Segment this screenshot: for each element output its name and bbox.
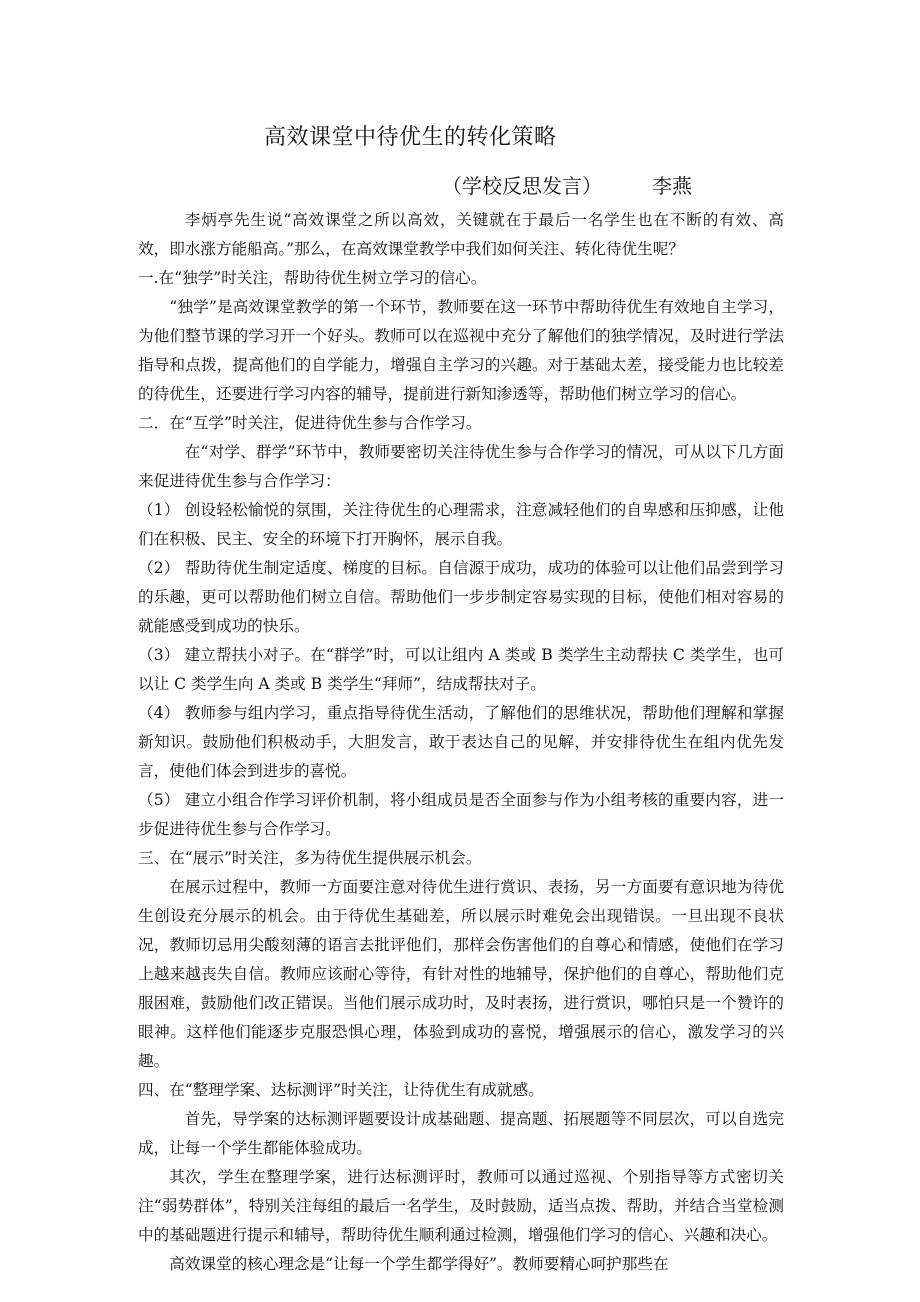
document-title: 高效课堂中待优生的转化策略 xyxy=(264,125,557,150)
list-item-5: （5） 建立小组合作学习评价机制，将小组成员是否全面参与作为小组考核的重要内容，进一步促进待优生参与合作学习。 xyxy=(138,791,784,838)
list-item-2: （2） 帮助待优生制定适度、梯度的目标。自信源于成功，成功的体验可以让他们品尝到学习的乐趣，更可以帮助他们树立自信。帮助他们一步步制定容易实现的目标，使他们相对容易的就能感受到成功的快乐。 xyxy=(138,559,784,635)
intro-paragraph: 李炳亭先生说“高效课堂之所以高效，关键就在于最后一名学生也在不断的有效、高效，即水涨方能船高。”那么，在高效课堂教学中我们如何关注、转化待优生呢？ xyxy=(138,211,784,258)
section-4-paragraph-1: 首先，导学案的达标测评题要设计成基础题、提高题、拓展题等不同层次，可以自选完成，让每一个学生都能体验成功。 xyxy=(138,1110,784,1157)
document-body xyxy=(138,206,784,1279)
document-author: 李燕 xyxy=(652,174,692,198)
section-heading-1: 一.在“独学”时关注，帮助待优生树立学习的信心。 xyxy=(138,269,487,287)
list-item-3: （3） 建立帮扶小对子。在“群学”时，可以让组内 A 类或 B 类学生主动帮扶 C 类学生，也可以让 C 类学生向 A 类或 B 类学生“拜师”，结成帮扶对子。 xyxy=(138,646,784,693)
section-3-paragraph: 在展示过程中，教师一方面要注意对待优生进行赏识、表扬，另一方面要有意识地为待优生创设充分展示的机会。由于待优生基础差，所以展示时难免会出现错误。一旦出现不良状况，教师切忌用尖酸刻薄的语言去批评他们，那样会伤害他们的自尊心和情感，使他们在学习上越来越丧失自信。教师应该耐心等待，有针对性的地辅导，保护他们的自尊心，帮助他们克服困难，鼓励他们改正错误。当他们展示成功时，及时表扬，进行赏识，哪怕只是一个赞许的眼神。这样他们能逐步克服恐惧心理，体验到成功的喜悦，增强展示的信心，激发学习的兴趣。 xyxy=(138,878,784,1070)
list-item-1: （1） 创设轻松愉悦的氛围，关注待优生的心理需求，注意减轻他们的自卑感和压抑感，让他们在积极、民主、安全的环境下打开胸怀，展示自我。 xyxy=(138,501,784,548)
section-heading-2: 二．在“互学”时关注，促进待优生参与合作学习。 xyxy=(138,414,482,432)
section-2-paragraph: 在“对学、群学”环节中，教师要密切关注待优生参与合作学习的情况，可从以下几方面来促进待优生参与合作学习： xyxy=(138,443,784,490)
section-4-paragraph-2: 其次，学生在整理学案，进行达标测评时，教师可以通过巡视、个别指导等方式密切关注“弱势群体”，特别关注每组的最后一名学生，及时鼓励，适当点拨、帮助，并结合当堂检测中的基础题进行提示和辅导，帮助待优生顺利通过检测，增强他们学习的信心、兴趣和决心。 xyxy=(138,1168,784,1244)
document-subtitle: （学校反思发言） xyxy=(442,174,602,198)
section-heading-3: 三、在“展示”时关注，多为待优生提供展示机会。 xyxy=(138,849,482,867)
list-item-4: （4） 教师参与组内学习，重点指导待优生活动，了解他们的思维状况，帮助他们理解和掌握新知识。鼓励他们积极动手，大胆发言，敢于表达自己的见解，并安排待优生在组内优先发言，使他们体会到进步的喜悦。 xyxy=(138,704,784,780)
section-1-paragraph: “独学”是高效课堂教学的第一个环节，教师要在这一环节中帮助待优生有效地自主学习，为他们整节课的学习开一个好头。教师可以在巡视中充分了解他们的独学情况，及时进行学法指导和点拨，提高他们的自学能力，增强自主学习的兴趣。对于基础太差，接受能力也比较差的待优生，还要进行学习内容的辅导，提前进行新知渗透等，帮助他们树立学习的信心。 xyxy=(138,298,784,403)
section-heading-4: 四、在“整理学案、达标测评”时关注，让待优生有成就感。 xyxy=(138,1081,544,1099)
closing-paragraph: 高效课堂的核心理念是“让每一个学生都学得好”。教师要精心呵护那些在 xyxy=(169,1255,669,1273)
